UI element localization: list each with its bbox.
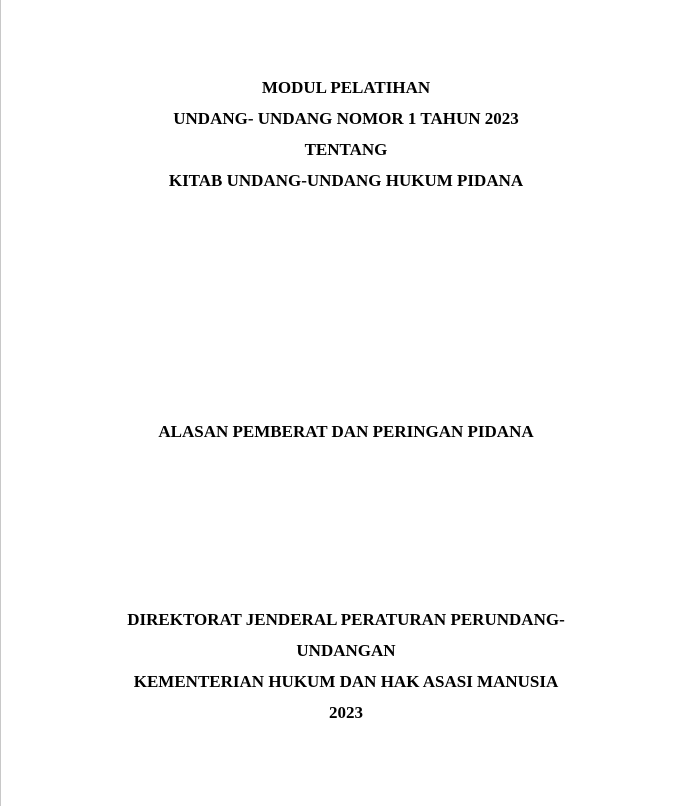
publisher-block [1,604,690,728]
publication-year: 2023 [329,703,363,722]
subject-block [1,416,690,447]
publisher-line-1: DIREKTORAT JENDERAL PERATURAN PERUNDANG- [127,610,565,629]
subject-heading: ALASAN PEMBERAT DAN PERINGAN PIDANA [158,422,534,441]
title-line-3: TENTANG [304,140,388,159]
title-line-1: MODUL PELATIHAN [261,78,431,97]
title-line-4: KITAB UNDANG-UNDANG HUKUM PIDANA [168,171,524,190]
publisher-line-2: UNDANGAN [296,641,396,660]
title-line-2: UNDANG- UNDANG NOMOR 1 TAHUN 2023 [173,109,519,128]
title-block [1,72,690,196]
publisher-line-3: KEMENTERIAN HUKUM DAN HAK ASASI MANUSIA [133,672,559,691]
